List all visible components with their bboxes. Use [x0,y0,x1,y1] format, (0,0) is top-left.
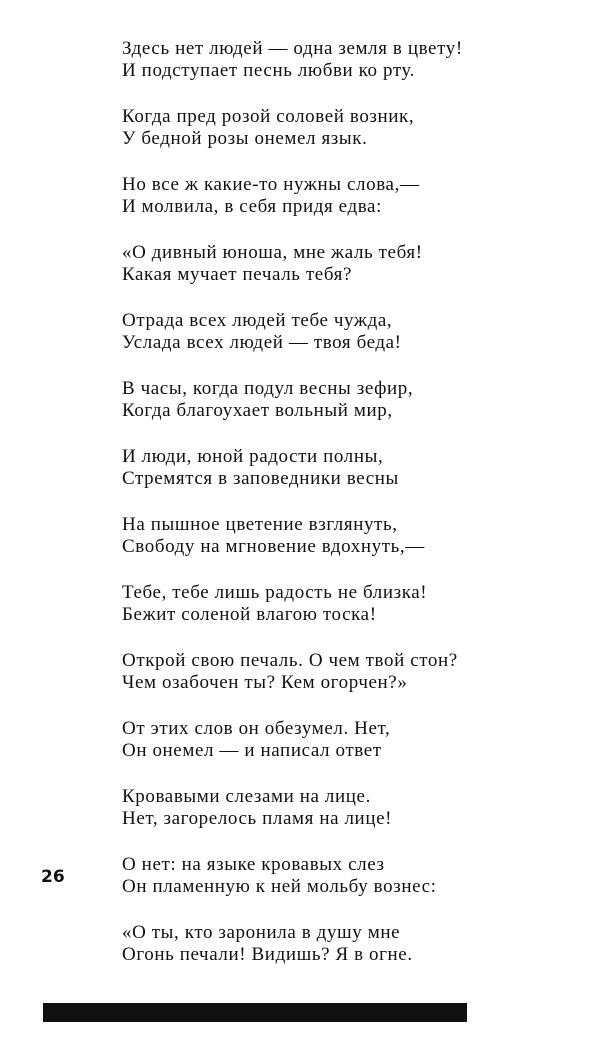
poem-line: Здесь нет людей — одна земля в цвету! [122,38,463,59]
poem-text [122,38,562,990]
poem-line: Когда благоухает вольный мир, [122,400,393,421]
poem-line: О нет: на языке кровавых слез [122,854,385,875]
poem-line: В часы, когда подул весны зефир, [122,378,414,399]
poem-line: Бежит соленой влагою тоска! [122,604,377,625]
poem-line: Кровавыми слезами на лице. [122,786,371,807]
poem-line: Он онемел — и написал ответ [122,740,382,761]
stanza [122,582,562,626]
poem-line: Открой свою печаль. О чем твой стон? [122,650,458,671]
poem-line: На пышное цветение взглянуть, [122,514,398,535]
poem-line: Тебе, тебе лишь радость не близка! [122,582,428,603]
poem-line: Свободу на мгновение вдохнуть,— [122,536,425,557]
poem-line: Огонь печали! Видишь? Я в огне. [122,944,413,965]
poem-line: И молвила, в себя придя едва: [122,196,382,217]
poem-line: У бедной розы онемел язык. [122,128,368,149]
poem-line: Он пламенную к ней мольбу вознес: [122,876,437,897]
stanza [122,174,562,218]
poem-line: Но все ж какие-то нужны слова,— [122,174,420,195]
stanza [122,922,562,966]
scan-edge-bar [43,1003,467,1022]
poem-line: Когда пред розой соловей возник, [122,106,415,127]
stanza [122,718,562,762]
stanza [122,310,562,354]
poem-line: Какая мучает печаль тебя? [122,264,353,285]
poem-line: «О дивный юноша, мне жаль тебя! [122,242,423,263]
stanza [122,650,562,694]
poem-line: И люди, юной радости полны, [122,446,384,467]
poem-line: От этих слов он обезумел. Нет, [122,718,391,739]
poem-line: И подступает песнь любви ко рту. [122,60,416,81]
stanza [122,38,562,82]
stanza [122,514,562,558]
stanza [122,854,562,898]
stanza [122,378,562,422]
page-number: 26 [41,867,65,887]
stanza [122,106,562,150]
poem-line: Услада всех людей — твоя беда! [122,332,402,353]
poem-line: Чем озабочен ты? Кем огорчен?» [122,672,408,693]
poem-line: «О ты, кто заронила в душу мне [122,922,401,943]
stanza [122,786,562,830]
poem-line: Нет, загорелось пламя на лице! [122,808,393,829]
stanza [122,446,562,490]
poem-line: Отрада всех людей тебе чужда, [122,310,393,331]
poem-line: Стремятся в заповедники весны [122,468,399,489]
stanza [122,242,562,286]
